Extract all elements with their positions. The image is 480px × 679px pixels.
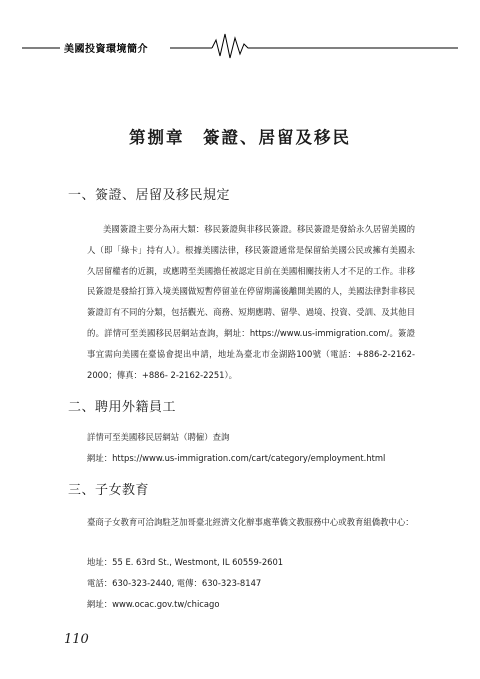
education-url-line: 網址：www.ocac.gov.tw/chicago [87,599,220,609]
education-paragraph: 臺商子女教育可洽詢駐芝加哥臺北經濟文化辦事處華僑文教服務中心或教育組僑教中心： [87,517,414,527]
running-header [0,28,480,62]
employment-url-line: 網址：https://www.us-immigration.com/cart/category/employment.html [87,453,386,463]
employment-info-line: 詳情可至美國移民居網站（聘僱）查詢 [87,432,230,442]
section-visa-paragraph: 美國簽證主要分為兩大類：移民簽證與非移民簽證。移民簽證是發給永久居留美國的人（即「綠卡」持有人）。根據美國法律，移民簽證通常是保留給美國公民或擁有美國永久居留權者的近親，或應聘至美國擔任被認定目前在美國相關技術人才不足的工作。非移民簽證是發給打算入境美國做短暫停留並在停留期滿後離開美國的人，美國法律對非移民簽證訂有不同的分類，包括觀光、商務、短期應聘、留學、過境、投資、受訓、及其他目的。詳情可至美國移民居網站查詢，網址：https://www.us-immigration.com/。簽證事宜需向美國在臺協會提出申請，地址為臺北市金湖路100號（電話：+886-2-2162-2000；傳真：+886- 2-2162-2251）。 [87,224,415,380]
section-heading-employment: 二、聘用外籍員工 [68,400,177,415]
education-phone-line: 電話：630-323-2440, 電傳：630-323-8147 [87,578,262,588]
chapter-title: 第捌章 簽證、居留及移民 [129,128,351,147]
education-address-line: 地址：55 E. 63rd St., Westmont, IL 60559-2601 [87,557,284,567]
section-heading-education: 三、子女教育 [68,483,150,498]
page-number: 110 [64,632,89,647]
section-heading-visa: 一、簽證、居留及移民規定 [68,188,231,203]
header-title: 美國投資環境簡介 [64,44,148,55]
